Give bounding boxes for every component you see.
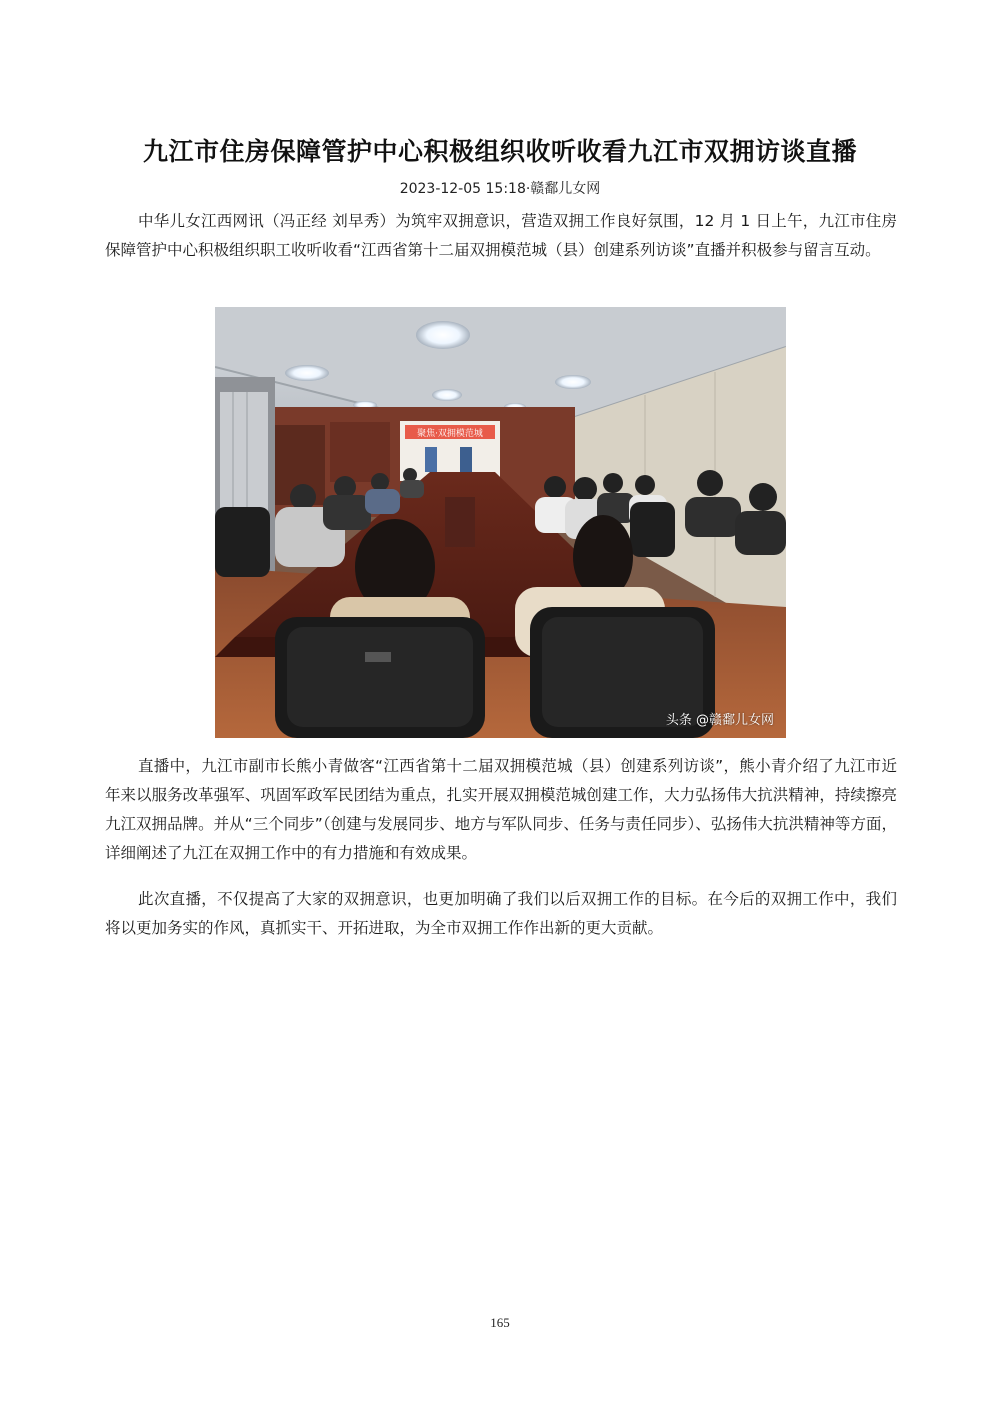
meeting-photo — [215, 307, 786, 738]
page-number: 165 — [490, 1315, 510, 1330]
screen-banner-text: 聚焦·双拥模范城 — [417, 429, 483, 439]
article-title: 九江市住房保障管护中心积极组织收听收看九江市双拥访谈直播 — [142, 137, 857, 166]
photo-watermark: 头条 @赣鄱儿女网 — [665, 713, 774, 728]
article-meta: 2023-12-05 15:18·赣鄱儿女网 — [399, 181, 601, 197]
paragraph-body: 直播中，九江市副市长熊小青做客“江西省第十二届双拥模范城（县）创建系列访谈”，熊小青介绍了九江市近年来以服务改革强军、巩固军政军民团结为重点，扎实开展双拥模范城创建工作，大力弘扬伟大抗洪精神，持续擦亮九江双拥品牌。并从“三个同步”（创建与发展同步、地方与军队同步、任务与责任同步）、弘扬伟大抗洪精神等方面，详细阐述了九江在双拥工作中的有力措施和有效成果。 — [105, 757, 897, 862]
meeting-room-illustration — [215, 307, 786, 738]
paragraph-closing: 此次直播，不仅提高了大家的双拥意识，也更加明确了我们以后双拥工作的目标。在今后的双拥工作中，我们将以更加务实的作风，真抓实干、开拓进取，为全市双拥工作作出新的更大贡献。 — [105, 890, 897, 937]
paragraph-intro: 中华儿女江西网讯（冯正经 刘早秀）为筑牢双拥意识，营造双拥工作良好氛围，12 月 1 日上午，九江市住房保障管护中心积极组织职工收听收看“江西省第十二届双拥模范城（县）创建系列访谈”直播并积极参与留言互动。 — [105, 212, 897, 259]
